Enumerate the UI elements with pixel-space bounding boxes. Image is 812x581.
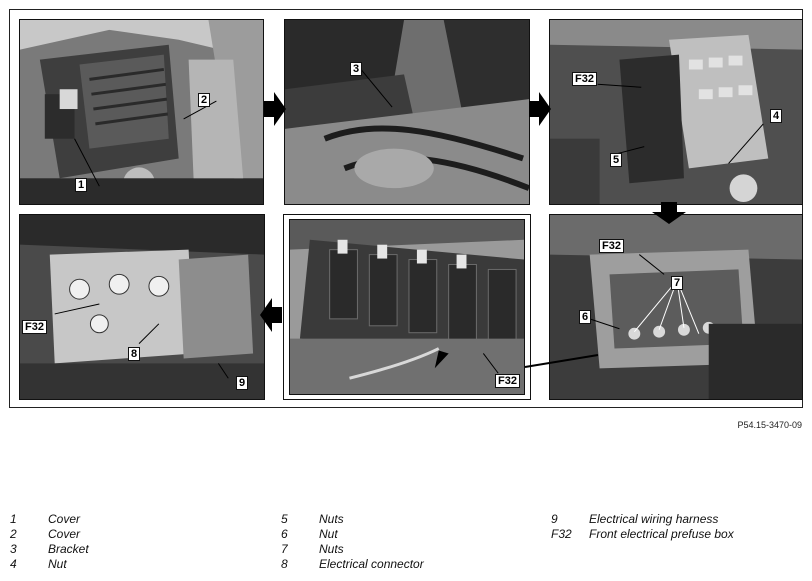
figure-code: P54.15-3470-09 xyxy=(737,420,802,430)
legend-item: 1 Cover xyxy=(10,512,81,526)
legend-column-1 xyxy=(10,512,89,572)
photo-panel-3 xyxy=(549,19,803,205)
callout-f32-panel-3: F32 xyxy=(572,72,597,86)
arrow-left xyxy=(260,298,282,332)
callout-f32-panel-5: F32 xyxy=(495,374,520,388)
legend-item: 9 Electrical wiring harness xyxy=(551,512,719,526)
legend-column-3 xyxy=(551,512,734,542)
callout-7-panel-4: 7 xyxy=(671,276,683,290)
legend-column-2 xyxy=(281,512,424,572)
callout-5-panel-3: 5 xyxy=(610,153,622,167)
callout-1-panel-1: 1 xyxy=(75,178,87,192)
arrow-right-2 xyxy=(529,92,551,126)
callout-f32-panel-4: F32 xyxy=(599,239,624,253)
callout-3-panel-2: 3 xyxy=(350,62,362,76)
photo-panel-1 xyxy=(19,19,264,205)
legend-item: 7 Nuts xyxy=(281,542,344,556)
callout-6-panel-4: 6 xyxy=(579,310,591,324)
legend-item: F32 Front electrical prefuse box xyxy=(551,527,734,541)
legend-item: 3 Bracket xyxy=(10,542,89,556)
detail-pointer-line xyxy=(520,345,600,375)
callout-2-panel-1: 2 xyxy=(198,93,210,107)
callout-9-panel-6: 9 xyxy=(236,376,248,390)
legend-item: 5 Nuts xyxy=(281,512,344,526)
arrow-down xyxy=(652,202,686,224)
legend-item: 4 Nut xyxy=(10,557,67,571)
legend-item: 6 Nut xyxy=(281,527,338,541)
arrow-right-1 xyxy=(264,92,286,126)
detail-inset-frame xyxy=(283,214,531,400)
legend-item: 8 Electrical connector xyxy=(281,557,424,571)
photo-panel-6 xyxy=(19,214,265,400)
callout-f32-panel-6: F32 xyxy=(22,320,47,334)
callout-4-panel-3: 4 xyxy=(770,109,782,123)
callout-8-panel-6: 8 xyxy=(128,347,140,361)
legend-item: 2 Cover xyxy=(10,527,81,541)
photo-panel-2 xyxy=(284,19,530,205)
